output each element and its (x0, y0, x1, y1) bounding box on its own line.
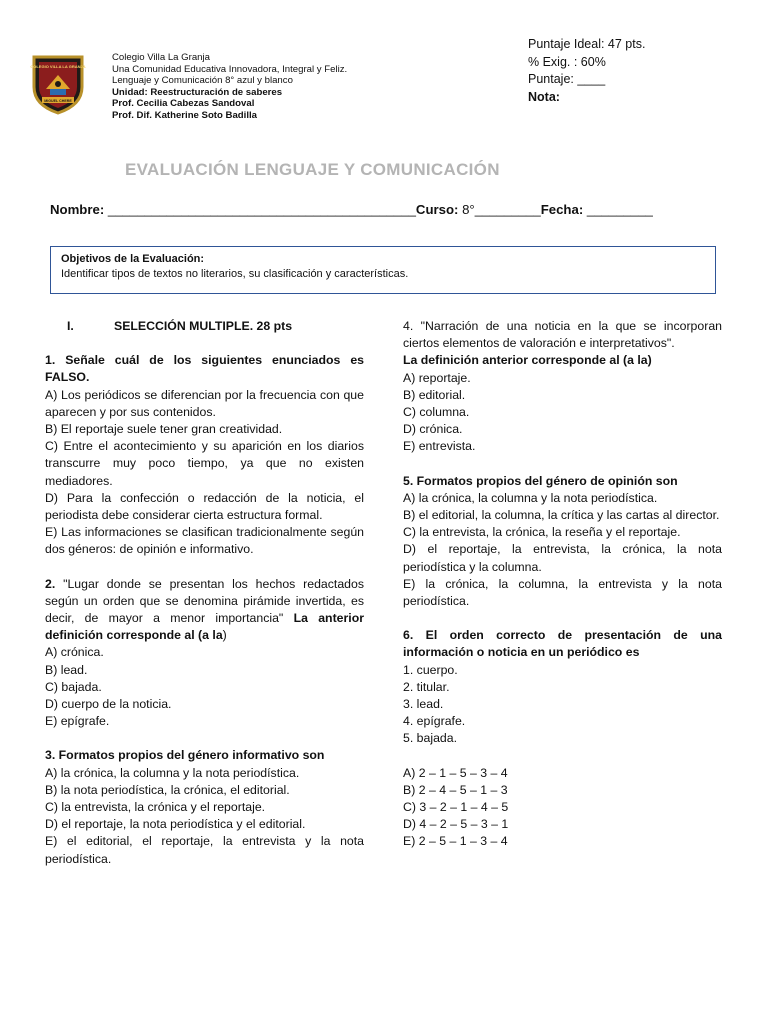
school-name: Colegio Villa La Granja (112, 52, 210, 63)
left-column (45, 318, 364, 868)
q2-option-a[interactable]: A) crónica. (45, 645, 104, 660)
section-number: I. (67, 319, 74, 333)
q2-question: La anterior definición corresponde al (a la (45, 611, 364, 643)
section-heading (45, 318, 364, 335)
name-field[interactable]: __________________________________________ (104, 202, 416, 217)
q1-option-d[interactable]: D) Para la confección o redacción de la noticia, el periodista debe considerar cierta estructura formal. (45, 490, 364, 523)
q1-option-e[interactable]: E) Las informaciones se clasifican tradicionalmente según dos géneros: de opinión e informativo. (45, 525, 364, 557)
q5-option-b[interactable]: B) el editorial, la columna, la crítica y las cartas al director. (403, 508, 720, 523)
q5-option-d[interactable]: D) el reportaje, la entrevista, la crónica, la nota periodística y la columna. (403, 542, 722, 574)
logo-bottom-text: MIGUEL CHERE (44, 99, 72, 103)
q6-item-2: 2. titular. (403, 679, 450, 694)
ideal-score: Puntaje Ideal: 47 pts. (528, 37, 646, 51)
course-field[interactable]: 8°_________ (458, 202, 541, 217)
q4-option-e[interactable]: E) entrevista. (403, 439, 476, 454)
q6-item-4: 4. epígrafe. (403, 714, 466, 729)
q1-stem: 1. Señale cuál de los siguientes enunciados es FALSO. (45, 353, 364, 385)
q6-item-1: 1. cuerpo. (403, 662, 458, 677)
q3-option-b[interactable]: B) la nota periodística, la crónica, el editorial. (45, 782, 290, 797)
q3-option-d[interactable]: D) el reportaje, la nota periodística y el editorial. (45, 817, 306, 832)
q4-option-c[interactable]: C) columna. (403, 405, 470, 420)
q5-option-c[interactable]: C) la entrevista, la crónica, la reseña y el reportaje. (403, 525, 681, 540)
unit-line: Unidad: Reestructuración de saberes (112, 86, 283, 98)
date-label: Fecha: (540, 202, 584, 217)
subject-course: Lenguaje y Comunicación 8° azul y blanco (112, 75, 293, 87)
q3-stem: 3. Formatos propios del género informativo son (45, 748, 325, 763)
q3-option-a[interactable]: A) la crónica, la columna y la nota periodística. (45, 765, 300, 780)
q2-option-c[interactable]: C) bajada. (45, 679, 102, 694)
q6-item-3: 3. lead. (403, 697, 444, 712)
score-field[interactable]: Puntaje: ____ (528, 72, 606, 86)
school-logo (30, 53, 86, 115)
q4-option-b[interactable]: B) editorial. (403, 387, 466, 402)
q4-quote: 4. "Narración de una noticia en la que se incorporan ciertos elementos de valoración e interpretativos". (403, 319, 722, 351)
section-title: SELECCIÓN MULTIPLE. 28 pts (114, 319, 293, 333)
q4-option-d[interactable]: D) crónica. (403, 422, 463, 437)
page-title: EVALUACIÓN LENGUAJE Y COMUNICACIÓN (125, 160, 500, 179)
q2-option-d[interactable]: D) cuerpo de la noticia. (45, 697, 172, 712)
q2-stem (45, 576, 364, 645)
q6-option-e[interactable]: E) 2 – 5 – 1 – 3 – 4 (403, 834, 508, 849)
q6-stem: 6. El orden correcto de presentación de una información o noticia en un periódico es (403, 628, 722, 660)
q1-option-c[interactable]: C) Entre el acontecimiento y su aparición en los diarios transcurre muy poco tiempo, ya que no existen mediadores. (45, 439, 364, 488)
date-field[interactable]: _________ (583, 202, 653, 217)
name-label: Nombre: (50, 202, 105, 217)
q1-option-a[interactable]: A) Los periódicos se diferencian por la frecuencia con que aparecen y por sus contenidos. (45, 387, 364, 419)
q2-quote: "Lugar donde se presentan los hechos redactados según un orden que se denomina pirámide invertida, es decir, de mayor a menor importancia" (45, 576, 364, 626)
right-column (403, 318, 722, 851)
q3-option-c[interactable]: C) la entrevista, la crónica y el reportaje. (45, 800, 266, 815)
school-info (112, 52, 347, 122)
student-info-line (50, 202, 653, 217)
q2-option-e[interactable]: E) epígrafe. (45, 714, 110, 729)
q2-close: ) (222, 628, 227, 643)
q5-option-e[interactable]: E) la crónica, la columna, la entrevista y la nota periodística. (403, 576, 722, 609)
score-info (528, 36, 645, 106)
q4-stem: La definición anterior corresponde al (a la) (403, 353, 652, 368)
q6-option-b[interactable]: B) 2 – 4 – 5 – 1 – 3 (403, 782, 508, 797)
objectives-text: Identificar tipos de textos no literarios, su clasificación y características. (61, 268, 409, 280)
q2-option-b[interactable]: B) lead. (45, 662, 88, 677)
q5-stem: 5. Formatos propios del género de opinión son (403, 473, 678, 488)
q5-option-a[interactable]: A) la crónica, la columna y la nota periodística. (403, 490, 658, 505)
teacher-line: Prof. Cecilia Cabezas Sandoval (112, 98, 255, 110)
objectives-box (50, 246, 716, 294)
school-motto: Una Comunidad Educativa Innovadora, Integral y Feliz. (112, 63, 348, 75)
objectives-heading: Objetivos de la Evaluación: (61, 253, 205, 265)
q4-option-a[interactable]: A) reportaje. (403, 370, 471, 385)
q6-item-5: 5. bajada. (403, 731, 458, 746)
q3-option-e[interactable]: E) el editorial, el reportaje, la entrevista y la nota periodística. (45, 834, 364, 866)
teacher-dif-line: Prof. Dif. Katherine Soto Badilla (112, 109, 257, 121)
q6-option-a[interactable]: A) 2 – 1 – 5 – 3 – 4 (403, 765, 508, 780)
q6-option-d[interactable]: D) 4 – 2 – 5 – 3 – 1 (403, 817, 509, 832)
grade-field[interactable]: Nota: (528, 89, 560, 104)
logo-top-text: COLEGIO VILLA LA GRANJA (30, 64, 86, 69)
q1-option-b[interactable]: B) El reportaje suele tener gran creatividad. (45, 422, 283, 437)
q2-number: 2. (45, 576, 56, 591)
course-label: Curso: (415, 202, 459, 217)
exigency: % Exig. : 60% (528, 54, 606, 69)
q6-option-c[interactable]: C) 3 – 2 – 1 – 4 – 5 (403, 800, 509, 815)
